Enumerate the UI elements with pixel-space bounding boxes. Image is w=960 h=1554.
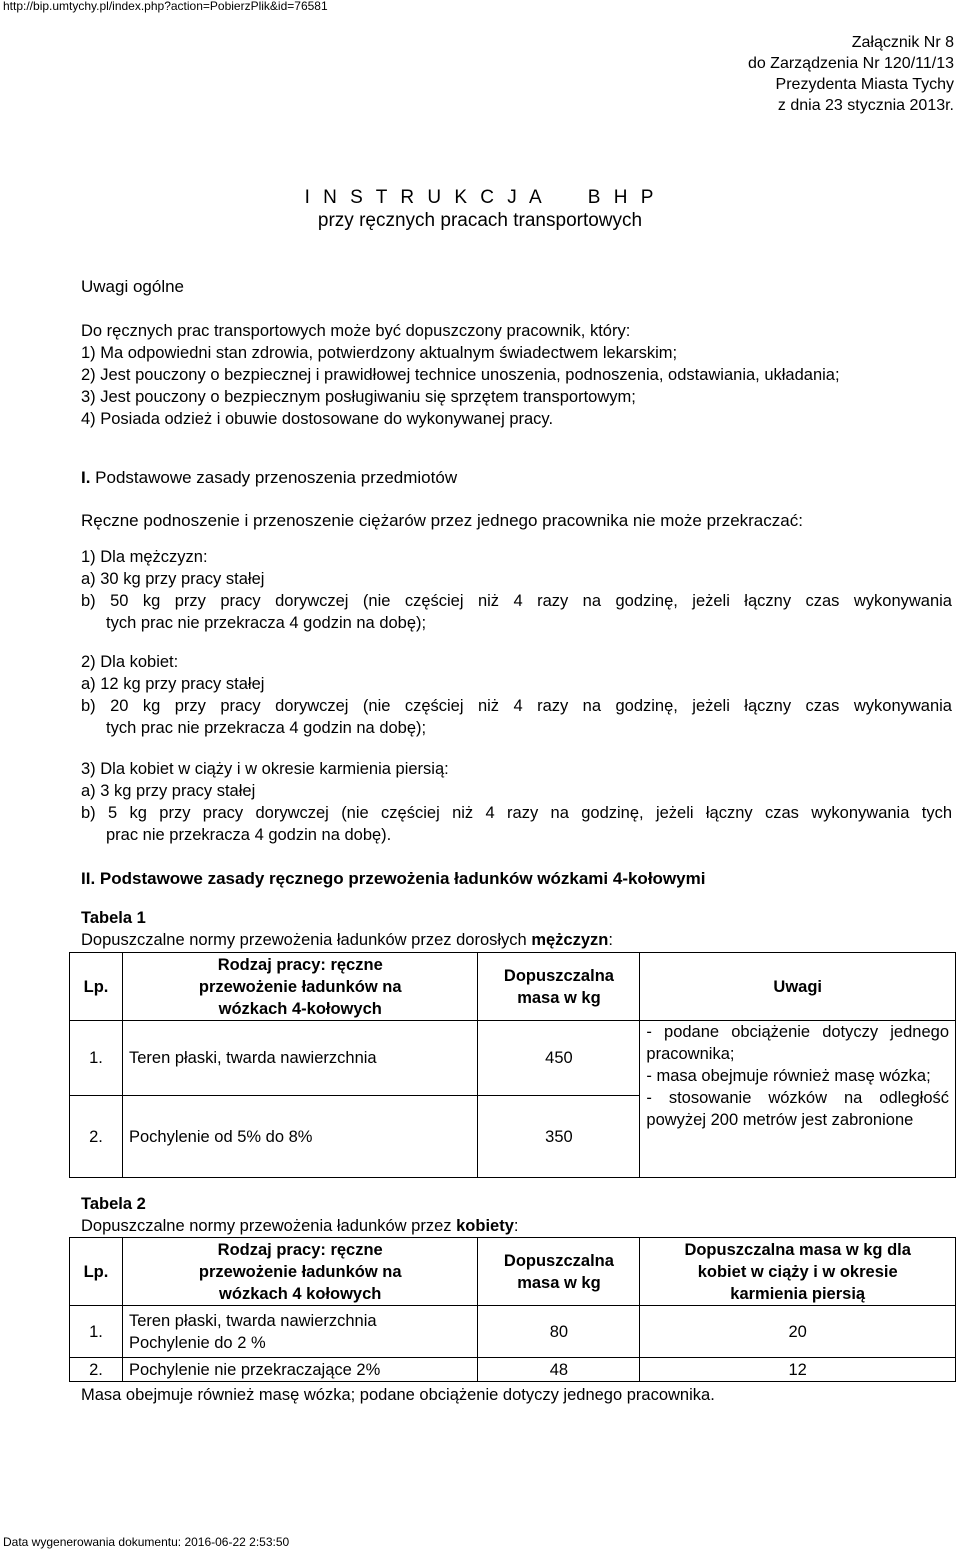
table-1-head-mass-2: masa w kg: [517, 988, 601, 1007]
table-1-caption-men: mężczyzn: [531, 931, 609, 949]
men-a: a) 30 kg przy pracy stałej: [81, 570, 265, 588]
table-1-note-1: - podane obciążenie dotyczy jednego pracownika;: [646, 1023, 949, 1063]
table-2-row-1-lp: 1.: [70, 1306, 123, 1358]
table-1-heading: [81, 907, 952, 951]
table-1-row-1-mass: 450: [478, 1021, 640, 1096]
table-2-head-pregnant-2: kobiet w ciąży i w okresie: [697, 1262, 898, 1281]
section-2-number: II.: [81, 869, 96, 888]
table-1-head-type-3: wózkach 4-kołowych: [218, 999, 382, 1018]
section-1-heading: [81, 467, 952, 489]
section-1-number: I.: [81, 468, 91, 487]
table-2-caption: [81, 1215, 952, 1237]
general-item-4: 4) Posiada odzież i obuwie dostosowane do wykonywanej pracy.: [81, 410, 554, 428]
table-2-row-1-pregnant: 20: [640, 1306, 956, 1358]
table-2-caption-text: Dopuszczalne normy przewożenia ładunków przez: [81, 1217, 457, 1235]
general-section: [81, 320, 952, 430]
general-intro: Do ręcznych prac transportowych może być dopuszczony pracownik, który:: [81, 322, 631, 340]
table-1-head-mass-1: Dopuszczalna: [503, 966, 614, 985]
table-2-head-type-3: wózkach 4 kołowych: [219, 1284, 382, 1303]
table-1-head-type-2: przewożenie ładunków na: [198, 977, 402, 996]
women-b-line-2: tych prac nie przekracza 4 godzin na dobę);: [106, 719, 427, 737]
pregnant-label: 3) Dla kobiet w ciąży i w okresie karmienia piersią:: [81, 760, 449, 778]
table-1-head-type: [122, 953, 478, 1021]
general-item-1: 1) Ma odpowiedni stan zdrowia, potwierdzony aktualnym świadectwem lekarskim;: [81, 344, 678, 362]
table-1-head-type-1: Rodzaj pracy: ręczne: [217, 955, 383, 974]
table-2-title: Tabela 2: [81, 1195, 146, 1213]
table-2-head-type-1: Rodzaj pracy: ręczne: [217, 1240, 383, 1259]
table-2: [69, 1237, 956, 1382]
table-1-row-2-type: Pochylenie od 5% do 8%: [122, 1096, 478, 1178]
limits-women: [81, 651, 952, 739]
table-1: [69, 952, 956, 1178]
table-2-footnote: Masa obejmuje również masę wózka; podane obciążenie dotyczy jednego pracownika.: [81, 1386, 715, 1404]
men-b-line-2: tych prac nie przekracza 4 godzin na dobę);: [106, 614, 427, 632]
pregnant-a: a) 3 kg przy pracy stałej: [81, 782, 256, 800]
table-1-notes: [640, 1021, 956, 1178]
table-2-row-1-mass: 80: [478, 1306, 640, 1358]
table-row: [70, 1306, 956, 1358]
table-1-caption-colon: :: [608, 931, 613, 949]
document-title: I N S T R U K C J A B H P: [304, 187, 656, 208]
table-1-head-lp: Lp.: [70, 953, 123, 1021]
table-2-head-mass-2: masa w kg: [517, 1273, 601, 1292]
table-1-row-2-lp: 2.: [70, 1096, 123, 1178]
pregnant-b-line-1: b) 5 kg przy pracy dorywczej (nie częściej niż 4 razy na godzinę, jeżeli łączny czas wykonywania tych: [81, 804, 952, 822]
table-2-row-1-type-1: Teren płaski, twarda nawierzchnia: [128, 1311, 377, 1330]
section-1-title: Podstawowe zasady przenoszenia przedmiotów: [90, 468, 458, 487]
annex-line-2: do Zarządzenia Nr 120/11/13: [747, 55, 954, 72]
table-row: [70, 1358, 956, 1382]
table-2-heading: [81, 1193, 952, 1237]
annex-line-3: Prezydenta Miasta Tychy: [775, 76, 954, 93]
table-1-header-row: [70, 953, 956, 1021]
table-2-head-pregnant-1: Dopuszczalna masa w kg dla: [684, 1240, 911, 1259]
table-2-head-mass: [478, 1238, 640, 1306]
table-2-row-2-mass: 48: [478, 1358, 640, 1382]
women-b-line-1: b) 20 kg przy pracy dorywczej (nie częściej niż 4 razy na godzinę, jeżeli łączny czas wykonywania: [81, 697, 952, 715]
table-1-head-mass: [478, 953, 640, 1021]
table-1-row-2-mass: 350: [478, 1096, 640, 1178]
table-2-head-pregnant-3: karmienia piersią: [730, 1284, 866, 1303]
table-2-row-2-pregnant: 12: [640, 1358, 956, 1382]
general-heading: Uwagi ogólne: [81, 277, 185, 296]
women-a: a) 12 kg przy pracy stałej: [81, 675, 265, 693]
limits-men: [81, 546, 952, 634]
general-item-2: 2) Jest pouczony o bezpiecznej i prawidłowej technice unoszenia, podnoszenia, odstawiania, układania;: [81, 366, 840, 384]
section-2-heading: [81, 868, 952, 890]
document-subtitle: przy ręcznych pracach transportowych: [317, 210, 643, 231]
table-1-title: Tabela 1: [81, 909, 146, 927]
pregnant-b-line-2: prac nie przekracza 4 godzin na dobę).: [106, 826, 392, 844]
annex-line-1: Załącznik Nr 8: [851, 34, 954, 51]
annex-header: [554, 32, 954, 116]
table-2-head-type: [122, 1238, 478, 1306]
table-2-row-1-type: [122, 1306, 478, 1358]
annex-line-4: z dnia 23 stycznia 2013r.: [777, 97, 954, 114]
general-item-3: 3) Jest pouczony o bezpiecznym posługiwaniu się sprzętem transportowym;: [81, 388, 636, 406]
table-1-note-3: - stosowanie wózków na odległość powyżej 200 metrów jest zabronione: [646, 1089, 949, 1129]
source-url: http://bip.umtychy.pl/index.php?action=PobierzPlik&id=76581: [3, 0, 328, 13]
table-1-row-1-lp: 1.: [70, 1021, 123, 1096]
table-1-row-1-type: Teren płaski, twarda nawierzchnia: [122, 1021, 478, 1096]
table-1-caption: [81, 929, 952, 951]
table-2-header-row: [70, 1238, 956, 1306]
table-2-caption-women: kobiety: [456, 1217, 514, 1235]
table-2-row-1-type-2: Pochylenie do 2 %: [128, 1333, 266, 1352]
table-2-head-lp: Lp.: [70, 1238, 123, 1306]
table-1-head-notes: Uwagi: [640, 953, 956, 1021]
generation-date-footer: Data wygenerowania dokumentu: 2016-06-22 2:53:50: [3, 1535, 290, 1549]
table-1-note-2: - masa obejmuje również masę wózka;: [646, 1067, 931, 1085]
table-row: [70, 1021, 956, 1096]
table-2-head-type-2: przewożenie ładunków na: [198, 1262, 402, 1281]
men-b-line-1: b) 50 kg przy pracy dorywczej (nie częściej niż 4 razy na godzinę, jeżeli łączny czas wykonywania: [81, 592, 952, 610]
table-2-head-mass-1: Dopuszczalna: [503, 1251, 614, 1270]
table-1-caption-text: Dopuszczalne normy przewożenia ładunków przez dorosłych: [81, 931, 532, 949]
table-2-head-pregnant: [640, 1238, 956, 1306]
table-2-row-2-lp: 2.: [70, 1358, 123, 1382]
table-2-row-2-type: Pochylenie nie przekraczające 2%: [122, 1358, 478, 1382]
table-2-caption-colon: :: [513, 1217, 519, 1235]
section-2-title: Podstawowe zasady ręcznego przewożenia ładunków wózkami 4-kołowymi: [95, 869, 706, 888]
men-label: 1) Dla mężczyzn:: [81, 548, 208, 566]
limits-pregnant: [81, 758, 952, 846]
section-1-intro: Ręczne podnoszenie i przenoszenie ciężarów przez jednego pracownika nie może przekraczać:: [81, 511, 803, 530]
women-label: 2) Dla kobiet:: [81, 653, 179, 671]
